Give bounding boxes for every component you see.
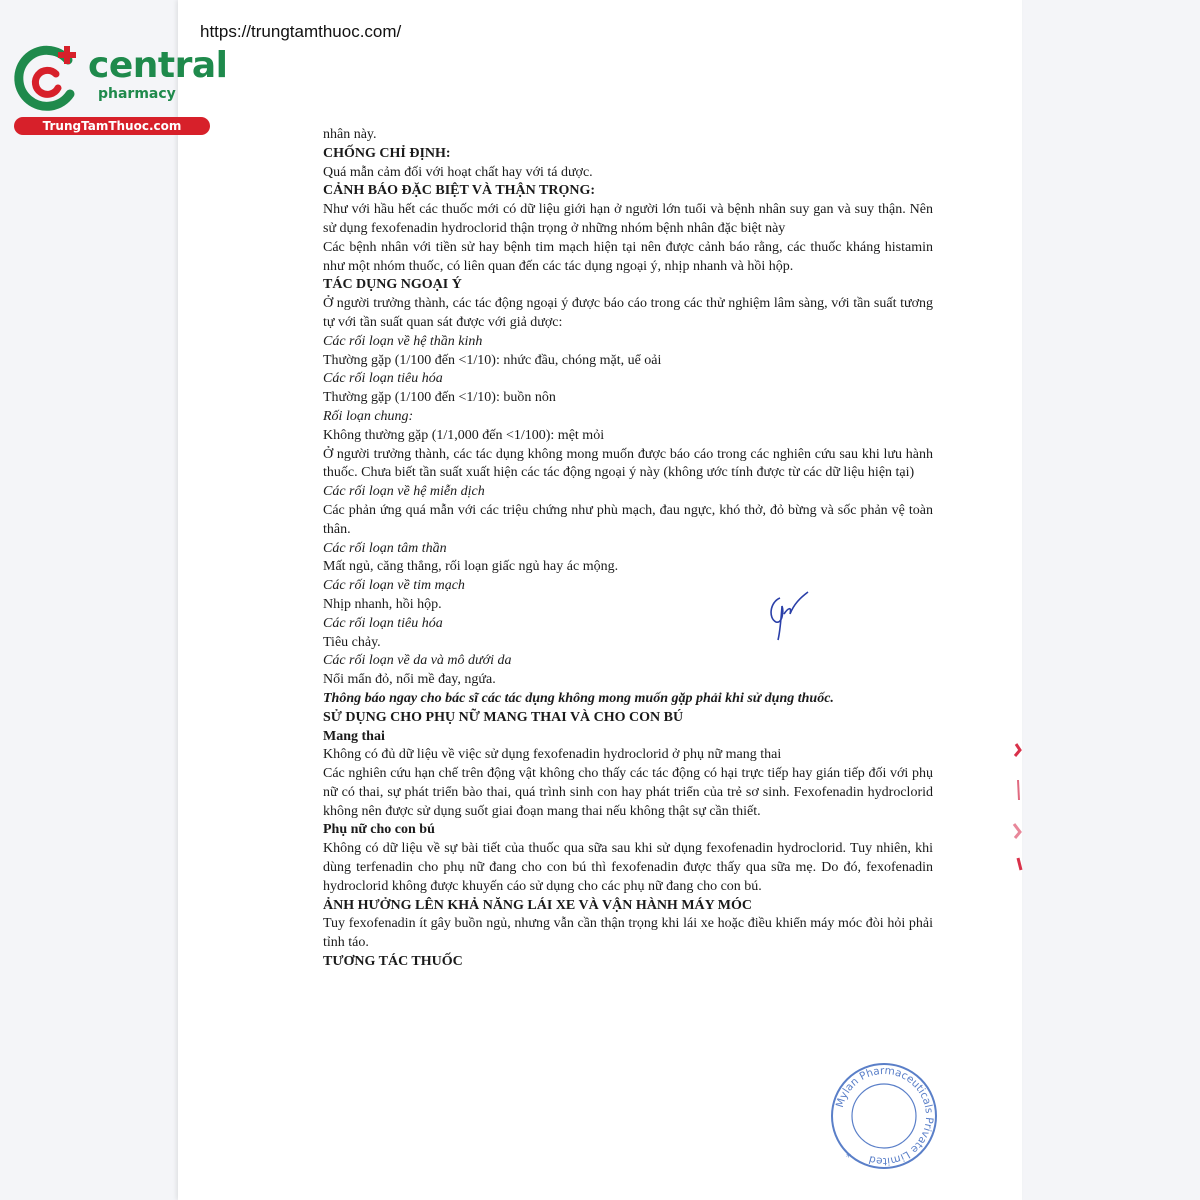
paragraph: Tiêu chảy. [323, 634, 381, 650]
category-label: Các rối loạn về hệ thần kinh [323, 333, 483, 349]
paragraph: Ở người trưởng thành, các tác dụng không mong muốn được báo cáo trong các nghiên cứu sau khi lưu hành thuốc. Chưa biết tần suất xuất hiện các tác động ngoại ý này (không ước tính được từ các dữ liệu hiện tại) [323, 446, 933, 481]
red-stamp-edge [1006, 740, 1024, 880]
paragraph: Thường gặp (1/100 đến <1/10): buồn nôn [323, 390, 556, 406]
svg-text:*: * [846, 1152, 851, 1163]
paragraph: nhân này. [323, 127, 377, 142]
paragraph: Mất ngủ, căng thẳng, rối loạn giấc ngủ hay ác mộng. [323, 559, 619, 575]
source-url[interactable]: https://trungtamthuoc.com/ [200, 22, 402, 41]
paragraph: Các bệnh nhân với tiền sử hay bệnh tim mạch hiện tại nên được cảnh báo rằng, các thuốc kháng histamin như một nhóm thuốc, có liên quan đến các tác dụng ngoại ý, nhịp nhanh và hồi hộp. [323, 239, 933, 274]
paragraph: Quá mẫn cảm đối với hoạt chất hay với tá dược. [323, 164, 593, 180]
logo-subtitle: pharmacy [98, 86, 176, 102]
paragraph: Không có dữ liệu về sự bài tiết của thuốc qua sữa sau khi sử dụng fexofenadin hydroclorid. Tuy nhiên, khi dùng terfenadin cho phụ nữ đang cho con bú thì fexofenadin được thấy qua sữa mẹ. Do đó, fexofenadin hydroclorid không được khuyến cáo sử dụng cho các phụ nữ đang cho con bú. [323, 841, 933, 894]
pharmacy-c-cross-icon [10, 38, 90, 118]
section-heading: ẢNH HƯỞNG LÊN KHẢ NĂNG LÁI XE VÀ VẬN HÀNH MÁY MÓC [323, 897, 752, 913]
paragraph: Không thường gặp (1/1,000 đến <1/100): mệt mỏi [323, 427, 605, 443]
paragraph: Như với hầu hết các thuốc mới có dữ liệu giới hạn ở người lớn tuổi và bệnh nhân suy gan và suy thận. Nên sử dụng fexofenadin hydroclorid thận trọng ở những nhóm bệnh nhân đặc biệt này [323, 202, 933, 236]
category-label: Các rối loạn về tim mạch [323, 578, 465, 594]
paragraph: Các phản ứng quá mẫn với các triệu chứng như phù mạch, đau ngực, khó thở, đỏ bừng và sốc phản vệ toàn thân. [323, 502, 933, 537]
stamp-text: Mylan Pharmaceuticals Private Limited [833, 1064, 936, 1168]
category-label: Các rối loạn về hệ miễn dịch [323, 484, 485, 500]
category-label: Các rối loạn về da và mô dưới da [323, 653, 512, 669]
section-heading: TƯƠNG TÁC THUỐC [323, 954, 463, 970]
paragraph: Tuy fexofenadin ít gây buồn ngủ, nhưng vẫn cần thận trọng khi lái xe hoặc điều khiển máy móc đòi hỏi phải tỉnh táo. [323, 916, 933, 951]
section-heading: CẢNH BÁO ĐẶC BIỆT VÀ THẬN TRỌNG: [323, 183, 596, 199]
category-label: Các rối loạn tiêu hóa [323, 615, 443, 631]
logo-wordmark: central [88, 45, 228, 86]
company-round-stamp [828, 1060, 940, 1172]
paragraph: Nổi mẩn đỏ, nổi mề đay, ngứa. [323, 672, 496, 688]
section-heading: SỬ DỤNG CHO PHỤ NỮ MANG THAI VÀ CHO CON BÚ [323, 709, 684, 725]
section-heading: CHỐNG CHỈ ĐỊNH: [323, 145, 451, 161]
subsection-heading: Mang thai [323, 728, 385, 744]
central-pharmacy-logo[interactable] [10, 38, 228, 138]
logo-site-tag: TrungTamThuoc.com [14, 117, 210, 135]
category-label: Rối loạn chung: [323, 408, 414, 424]
section-heading: TÁC DỤNG NGOẠI Ý [323, 277, 462, 293]
paragraph: Ở người trưởng thành, các tác động ngoại ý được báo cáo trong các thử nghiệm lâm sàng, với tần suất tương tự với tần suất quan sát được với giả dược: [323, 296, 933, 330]
subsection-heading: Phụ nữ cho con bú [323, 822, 435, 838]
paragraph: Không có đủ dữ liệu về việc sử dụng fexofenadin hydroclorid ở phụ nữ mang thai [323, 747, 782, 763]
paragraph: Các nghiên cứu hạn chế trên động vật không cho thấy các tác động có hại trực tiếp hay gián tiếp đối với phụ nữ có thai, sự phát triển bào thai, quá trình sinh con hay phát triển của trẻ sơ sinh. Fexofenadin hydroclorid không nên được sử dụng suốt giai đoạn mang thai nếu không thật sự cần thiết. [323, 766, 933, 819]
paragraph: Nhịp nhanh, hồi hộp. [323, 596, 442, 612]
category-label: Các rối loạn tâm thần [323, 540, 447, 556]
paragraph: Thường gặp (1/100 đến <1/10): nhức đầu, chóng mặt, uể oải [323, 352, 662, 368]
warning-note: Thông báo ngay cho bác sĩ các tác dụng không mong muốn gặp phải khi sử dụng thuốc. [323, 690, 834, 706]
handwritten-signature [762, 588, 812, 642]
category-label: Các rối loạn tiêu hóa [323, 371, 443, 387]
document-body [323, 126, 933, 972]
